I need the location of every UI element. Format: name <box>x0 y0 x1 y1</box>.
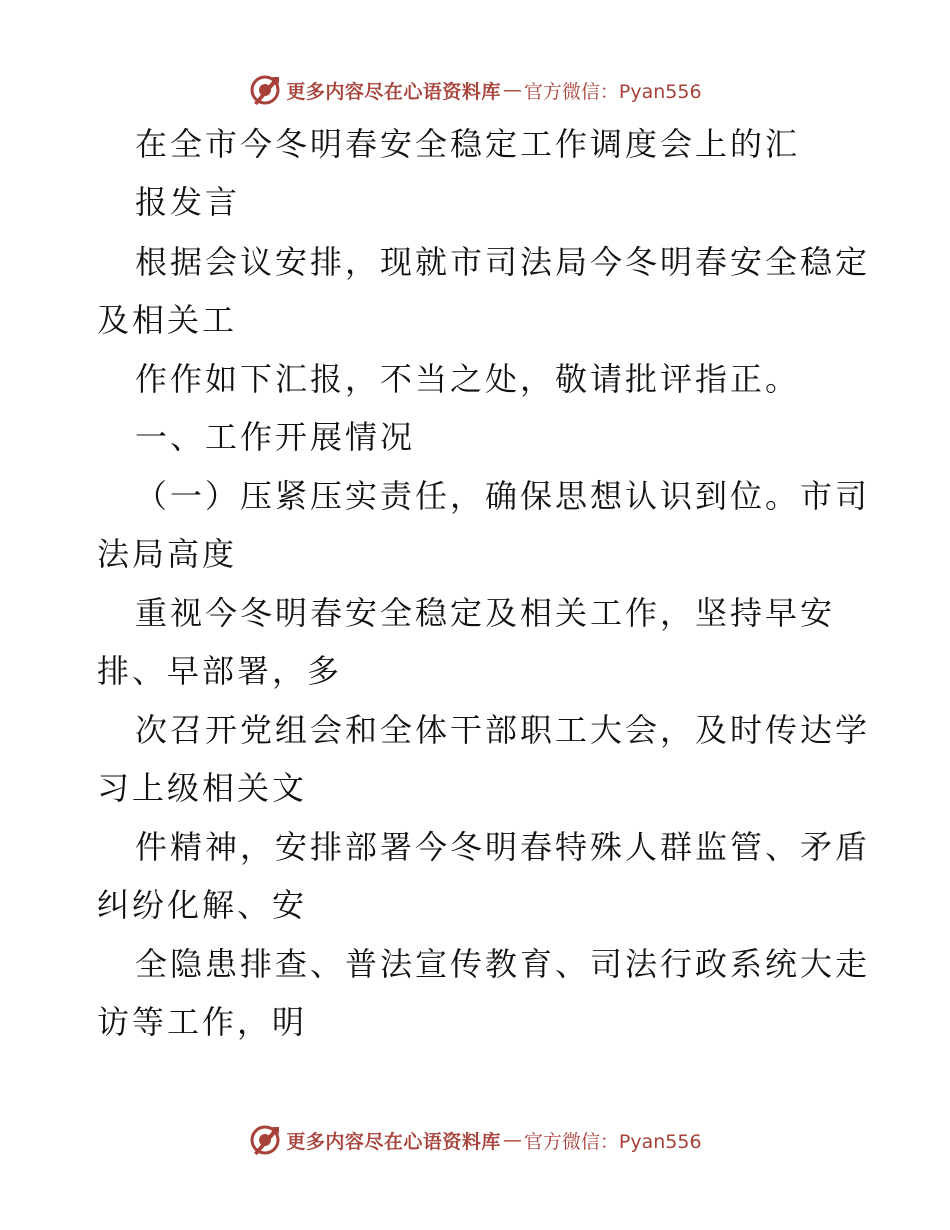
watermark-separator: — <box>502 1129 522 1151</box>
paragraph-line: 次召开党组会和全体干部职工大会，及时传达学 <box>135 711 871 749</box>
paragraph-line: 纠纷化解、安 <box>97 886 308 924</box>
paragraph-line: 件精神，安排部署今冬明春特殊人群监管、矛盾 <box>135 828 871 866</box>
quill-pen-logo-icon <box>248 1123 282 1157</box>
paragraph-line: 根据会议安排，现就市司法局今冬明春安全稳定 <box>135 243 871 281</box>
watermark-main-text: 更多内容尽在心语资料库 <box>286 1130 501 1153</box>
document-title-line-1: 在全市今冬明春安全稳定工作调度会上的汇 <box>135 125 801 163</box>
paragraph-line: 全隐患排查、普法宣传教育、司法行政系统大走 <box>135 945 871 983</box>
watermark-main-text: 更多内容尽在心语资料库 <box>286 80 501 103</box>
header-watermark <box>0 70 950 110</box>
paragraph-line: 及相关工 <box>97 301 238 339</box>
quill-pen-logo-icon <box>248 73 282 107</box>
paragraph-line: 排、早部署，多 <box>97 652 343 690</box>
paragraph-line: 法局高度 <box>97 535 238 573</box>
paragraph-line: 重视今冬明春安全稳定及相关工作，坚持早安 <box>135 594 836 632</box>
section-heading: 一、工作开展情况 <box>135 418 416 456</box>
watermark-wechat-text: 官方微信：Pyan556 <box>523 80 702 103</box>
watermark-separator: — <box>502 79 522 101</box>
paragraph-line: 作作如下汇报，不当之处，敬请批评指正。 <box>135 360 801 398</box>
paragraph-line: 访等工作，明 <box>97 1003 308 1041</box>
paragraph-line: 习上级相关文 <box>97 769 308 807</box>
document-title-line-2: 报发言 <box>135 183 241 221</box>
subsection-heading: （一）压紧压实责任，确保思想认识到位。市司 <box>135 477 871 515</box>
footer-watermark <box>0 1120 950 1160</box>
watermark-wechat-text: 官方微信：Pyan556 <box>523 1130 702 1153</box>
